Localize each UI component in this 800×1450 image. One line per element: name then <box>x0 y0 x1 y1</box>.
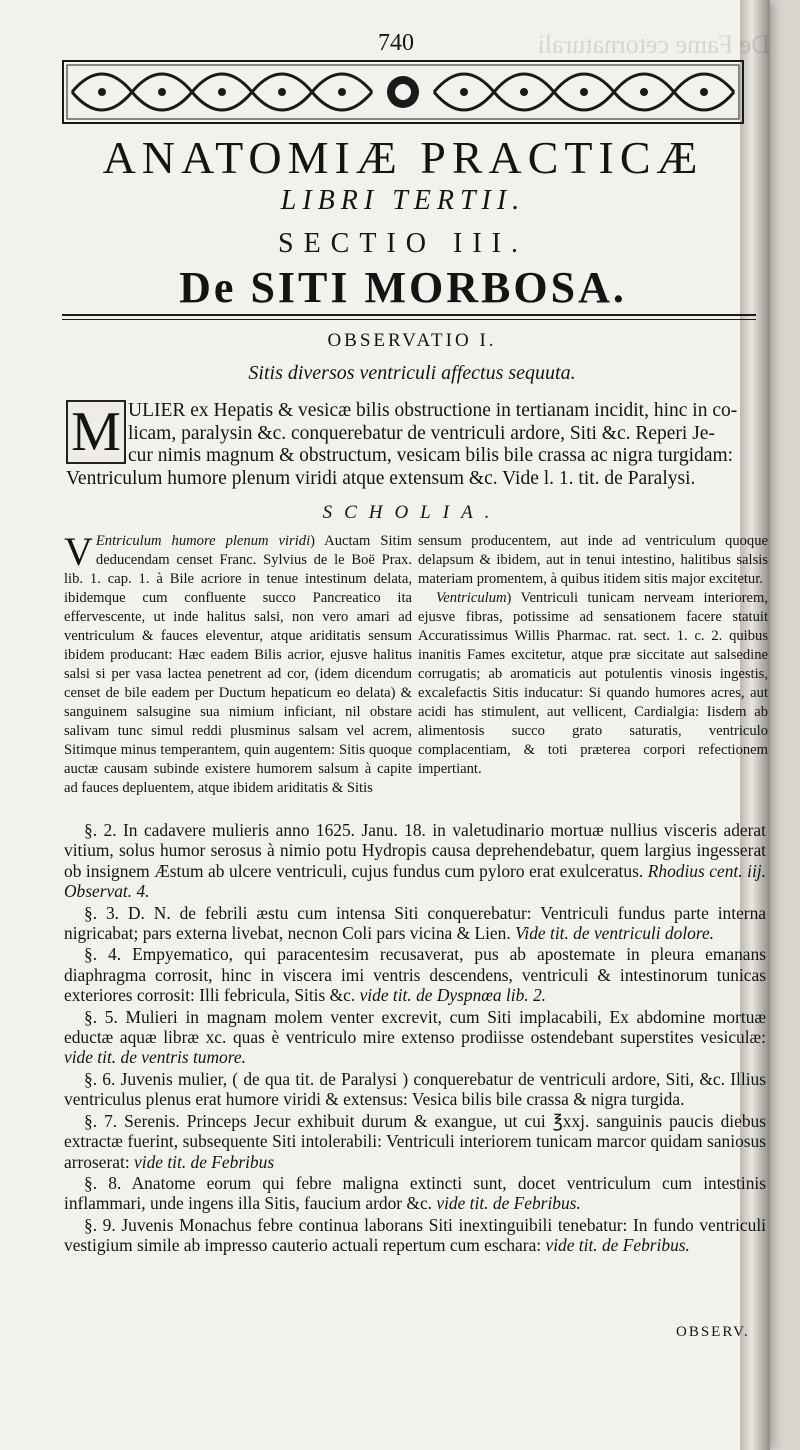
book-title: ANATOMIÆ PRACTICÆ <box>102 132 704 183</box>
scholia-right-para-1: sensum producentem, aut inde ad ventriculum quoque delapsum & ibidem, aut in tenui intestino, halitibus salsis materiam promentem, à quibus itidem sitis major excitetur. <box>418 533 768 587</box>
paragraph: §. 6. Juvenis mulier, ( de qua tit. de Paralysi ) conquerebatur de ventriculi ardore, Siti, &c. Illius ventriculus plenus erat humore viridi & extensus: Vesica bilis bile crassa & nigra turgida. <box>64 1068 766 1110</box>
paragraph: §. 4. Empyematico, qui paracentesim recusaverat, pus ab apostemate in pleura emanans diaphragma corrosit, hinc in viscera imi ventris descendens, ventriculi & intestinorum tunicas exteriores corrosit: Illi febricula, Sitis &c. vide tit. de Dyspnœa lib. 2. <box>64 944 766 1006</box>
catchword: OBSERV. <box>676 1324 750 1340</box>
drop-capital <box>66 400 126 464</box>
main-paragraphs <box>64 820 766 1257</box>
scholia-left-text: ) Auctam Sitim deducendam censet Franc. Sylvius de le Boë Prax. lib. 1. cap. 1. à Bile acriore in tenue intestinum delata, ibidemque cum confluente succo Pancreatico ita effervescente, ut inde halitus salsi, non vero amari ad ventriculum & fauces eleventur, atque ariditatis sensum ibidem producant: Hæc eadem Bilis acrior, ejusve halitus salsi si per vasa lactea penetrent ad cor, (idem dicendum censet de bile eadem per Ductum hepaticum eo delata) & sanguinem salsugine sua nimium inficiant, nil obstare salivam tunc simul reddi plusminus salsam vel acrem, Sitimque minus temperantem, quin augentem: Sitis quoque auctæ causam subinde existere humorem salsum à capite ad fauces depluentem, atque ibidem ariditatis & Sitis <box>64 533 412 796</box>
chapter-heading: De SITI MORBOSA. <box>179 263 627 312</box>
heading-rule-thin <box>62 319 756 320</box>
paragraph-reference: vide tit. de Febribus <box>134 1151 275 1172</box>
observation-line: cur nimis magnum & obstructum, vesicam bilis bile crassa ac nigra turgidam: <box>128 445 734 466</box>
paragraph-reference: Rhodius cent. iij. Observat. 4. <box>64 860 766 902</box>
scholia-left-lead: Entriculum humore plenum viridi <box>95 533 311 549</box>
paragraph-reference: vide tit. de Dyspnœa lib. 2. <box>359 985 547 1006</box>
drop-capital-letter: M <box>71 401 121 463</box>
heading-rule <box>62 314 756 316</box>
paragraph: §. 9. Juvenis Monachus febre continua laborans Siti inextinguibili tenebatur: In fundo ventriculi vestigium simile ab impresso cauterio actuali repertum cum eschara: vide tit. de Febribus. <box>64 1214 766 1256</box>
observation-label: OBSERVATIO I. <box>327 330 497 351</box>
book-subtitle: LIBRI TERTII. <box>280 185 526 216</box>
scholia-right-column <box>418 532 768 779</box>
paragraph: §. 8. Anatome eorum qui febre maligna extincti sunt, docet ventriculum cum intestinis inflammari, unde ingens illa Sitis, faucium ardor &c. vide tit. de Febribus. <box>64 1172 766 1214</box>
section-label: SECTIO III. <box>278 228 528 259</box>
observation-text <box>66 400 766 490</box>
page-number: 740 <box>378 30 414 56</box>
paragraph-reference: Vide tit. de ventriculi dolore. <box>515 923 715 944</box>
scholia-right-para-2: ) Ventriculi tunicam nerveam interiorem, ejusve fibras, potissime ad sensationem facere statuit Accuratissimus Willis Pharmac. rat. sect. 1. c. 2. quibus inanitis Fames excitetur, atque præ siccitate aut salsedine corrugatis; ab aromaticis aut potulentis vinosis ingestis, excalefactis Sitis inducatur: Si quando humores acres, aut acidi has stimulent, aut vellicent, Cardialgia: Iisdem ab alimentosis succo grato saturatis, ventriculo complacentiam, & toti præterea corpori refectionem impertiant. <box>418 590 768 777</box>
paragraph: §. 2. In cadavere mulieris anno 1625. Janu. 18. in valetudinario mortuæ nullius visceris aderat vitium, solus humor serosus à nimio potu Hydropis causa deprehendebatur, quem largius ingesserat ob insignem Æstum ab ulcere ventriculi, cujus fundus cum pyloro erat exulceratus. Rhodius cent. iij. Observat. 4. <box>64 820 766 902</box>
paragraph-reference: vide tit. de Febribus. <box>436 1193 581 1214</box>
scholia-left-column <box>64 529 412 798</box>
paragraph-reference: vide tit. de ventris tumore. <box>64 1047 246 1068</box>
paragraph: §. 7. Serenis. Princeps Jecur exhibuit durum & exangue, ut cui ℥xxj. sanguinis paucis diebus extractæ fuerint, subsequente Siti intolerabili: Ventriculi interiorem tunicam marcor quidam saniosus arroserat: vide tit. de Febribus <box>64 1110 766 1172</box>
scholia-heading: SCHOLIA. <box>322 502 502 523</box>
ornamental-border-icon <box>62 60 744 124</box>
paragraph: §. 3. D. N. de febrili æstu cum intensa Siti conquerebatur: Ventriculi fundus parte interna nigricabat; pars externa livebat, necnon Coli pars vicina & Lien. Vide tit. de ventriculi dolore. <box>64 902 766 944</box>
bleed-through-text: De Fame cetornaturali <box>537 30 770 59</box>
observation-line: ULIER ex Hepatis & vesicæ bilis obstructione in tertianam incidit, hinc in co- <box>128 400 738 421</box>
observation-subtitle: Sitis diversos ventriculi affectus sequuta. <box>248 362 576 384</box>
scholia-right-lead: Ventriculum <box>436 590 507 606</box>
scholia-drop-capital: V <box>64 529 93 574</box>
paragraph: §. 5. Mulieri in magnam molem venter excrevit, cum Siti implacabili, Ex abdomine mortuæ eductæ aquæ libræ xc. quas è ventriculo mire extenso prodiisse ostendebant superstites vesiculæ: vide tit. de ventris tumore. <box>64 1006 766 1068</box>
observation-line: licam, paralysin &c. conquerebatur de ventriculi ardore, Siti &c. Reperi Je- <box>128 422 715 444</box>
observation-line: Ventriculum humore plenum viridi atque extensum &c. Vide l. 1. tit. de Paralysi. <box>66 467 696 489</box>
paragraph-reference: vide tit. de Febribus. <box>545 1235 690 1256</box>
